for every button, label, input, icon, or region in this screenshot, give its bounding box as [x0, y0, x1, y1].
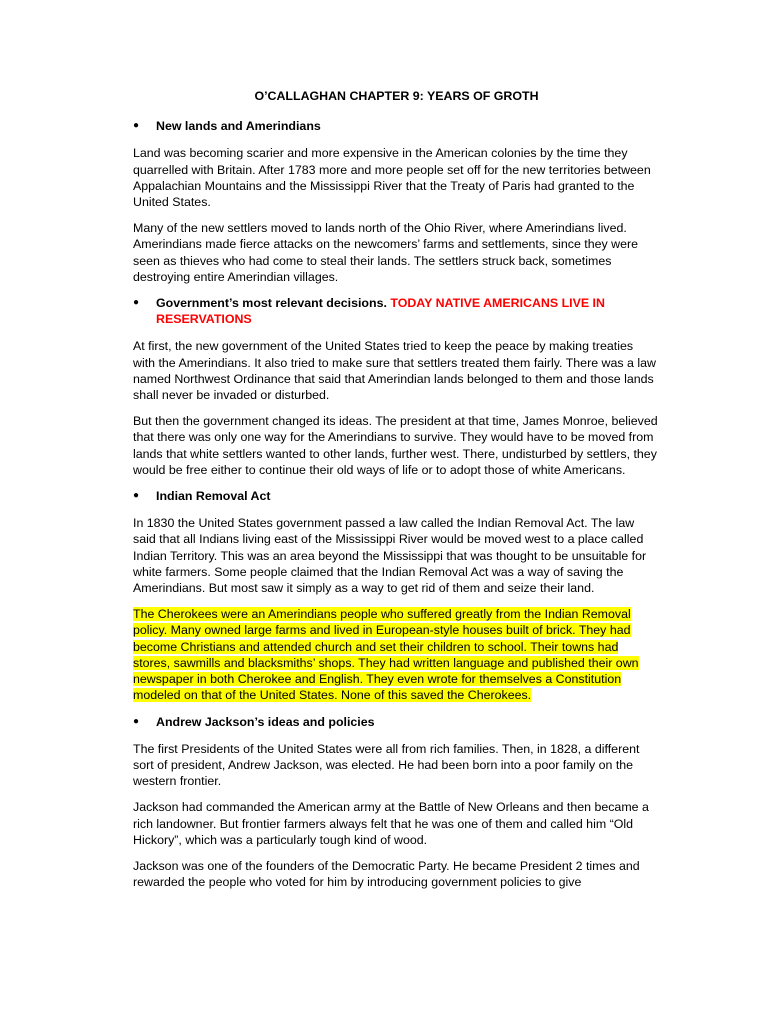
paragraph: But then the government changed its ideas. The president at that time, James Monroe, believed that there was only one way for the Amerindians to survive. They would have to be moved from lands that white settlers wanted to other lands, further west. There, undisturbed by settlers, they would be free either to continue their old ways of life or to adopt those of white Americans.	[133, 414, 658, 477]
section-heading-label: New lands and Amerindians	[156, 119, 321, 134]
section-heading-government	[133, 295, 658, 327]
paragraph: In 1830 the United States government passed a law called the Indian Removal Act. The law said that all Indians living east of the Mississippi River would be moved west to a place called Indian Territory. This was an area beyond the Mississippi that was thought to be unsuitable for white farmers. Some people claimed that the Indian Removal Act was a way of saving the Amerindians. But most saw it simply as a way to get rid of them and seize their land.	[133, 516, 647, 596]
paragraph: Jackson had commanded the American army at the Battle of New Orleans and then became a rich landowner. But frontier farmers always felt that he was one of them and called him “Old Hickory”, which was a particularly tough kind of wood.	[133, 800, 649, 847]
section-heading-jackson	[133, 714, 658, 730]
paragraph: The first Presidents of the United States were all from rich families. Then, in 1828, a different sort of president, Andrew Jackson, was elected. He had been born into a poor family on the western frontier.	[133, 741, 640, 789]
bullet-icon: ●	[133, 120, 140, 132]
section-heading-new-lands	[133, 118, 658, 134]
bullet-icon: ●	[133, 490, 140, 502]
paragraph: At first, the new government of the United States tried to keep the peace by making treaties with the Amerindians. It also tried to make sure that settlers treated them fairly. There was a law named Northwest Ordinance that said that Amerindian lands belonged to them and those lands shall never be invaded or disturbed.	[133, 339, 656, 403]
section-heading-label: Indian Removal Act	[156, 489, 271, 504]
bullet-icon: ●	[133, 297, 140, 309]
section-heading-note: TODAY NATIVE AMERICANS LIVE IN RESERVATIONS	[156, 296, 605, 327]
document-page	[133, 88, 658, 900]
section-heading-removal-act	[133, 488, 658, 504]
section-heading-label: Andrew Jackson’s ideas and policies	[156, 714, 375, 729]
highlighted-paragraph	[133, 606, 658, 703]
page-title: O’CALLAGHAN CHAPTER 9: YEARS OF GROTH	[254, 89, 539, 103]
highlighted-text: The Cherokees were an Amerindians people who suffered greatly from the Indian Removal policy. Many owned large farms and lived in European-style houses built of brick. They had become Christians and attended church and set their children to school. Their towns had stores, sawmills and blacksmiths’ shops. They had written language and published their own newspaper in both Cherokee and English. They even wrote for themselves a Constitution modeled on that of the United States. None of this saved the Cherokees.	[133, 607, 639, 703]
paragraph: Jackson was one of the founders of the Democratic Party. He became President 2 times and rewarded the people who voted for him by introducing government policies to give	[133, 858, 640, 890]
paragraph: Land was becoming scarier and more expensive in the American colonies by the time they quarrelled with Britain. After 1783 more and more people set off for the new territories between Appalachian Mountains and the Mississippi River that the Treaty of Paris had granted to the United States.	[133, 146, 651, 210]
bullet-icon: ●	[133, 715, 140, 727]
section-heading-label: Government’s most relevant decisions.	[156, 296, 387, 311]
paragraph: Many of the new settlers moved to lands north of the Ohio River, where Amerindians lived. Amerindians made fierce attacks on the newcomers’ farms and settlements, since they were seen as thieves who had come to steal their lands. The settlers struck back, sometimes destroying entire Amerindian villages.	[133, 221, 639, 284]
